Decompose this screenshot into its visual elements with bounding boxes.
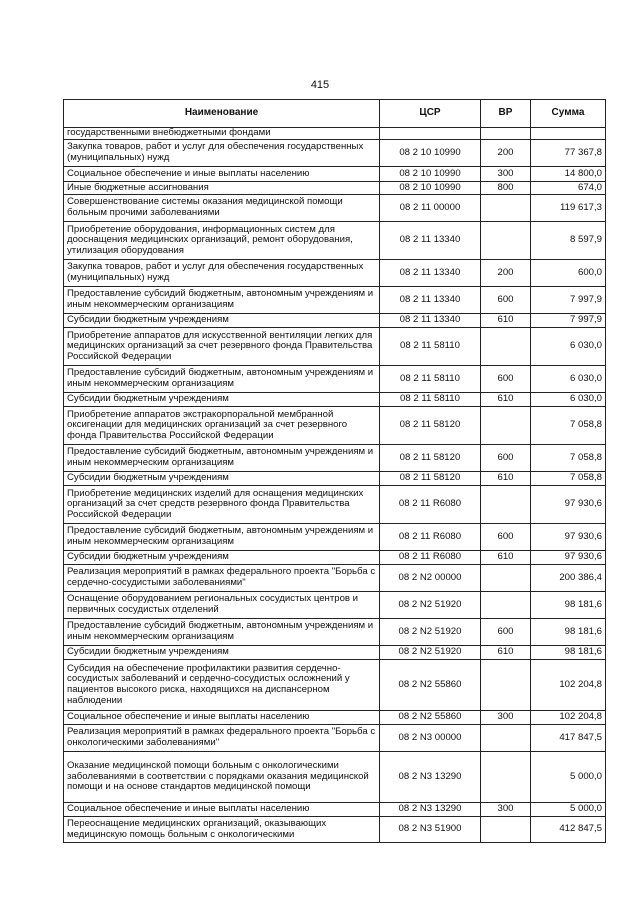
table-row [64,195,606,222]
table-row [64,660,606,711]
cell-vr: 200 [481,260,531,287]
cell-name: Реализация мероприятий в рамках федерального проекта "Борьба с сердечно-сосудистыми заболеваниями" [64,565,380,592]
cell-csr: 08 2 10 10990 [380,167,481,182]
cell-csr: 08 2 11 R6080 [380,524,481,551]
header-name: Наименование [64,100,380,128]
cell-sum: 14 800,0 [531,167,606,182]
table-row [64,486,606,524]
table-row [64,314,606,328]
cell-vr: 610 [481,393,531,407]
table-row [64,711,606,725]
cell-vr [481,195,531,222]
cell-csr: 08 2 11 13340 [380,222,481,260]
cell-vr [481,328,531,366]
cell-sum: 417 847,5 [531,725,606,752]
cell-csr: 08 2 N2 51920 [380,592,481,619]
cell-vr [481,660,531,711]
cell-name: Предоставление субсидий бюджетным, автономным учреждениям и иным некоммерческим организациям [64,524,380,551]
cell-csr: 08 2 11 00000 [380,195,481,222]
cell-name: Субсидии бюджетным учреждениям [64,646,380,660]
cell-sum: 98 181,6 [531,592,606,619]
table-row [64,619,606,646]
cell-csr: 08 2 11 R6080 [380,486,481,524]
cell-vr [481,592,531,619]
table-row [64,140,606,167]
cell-sum: 97 930,6 [531,551,606,565]
table-row [64,472,606,486]
cell-sum: 674,0 [531,182,606,195]
table-row [64,592,606,619]
cell-name: Оснащение оборудованием региональных сосудистых центров и первичных сосудистых отделений [64,592,380,619]
cell-name: Переоснащение медицинских организаций, оказывающих медицинскую помощь больным с онкологическими [64,817,380,843]
table-row [64,407,606,445]
table-row [64,725,606,752]
cell-vr [481,565,531,592]
table-row [64,366,606,393]
cell-sum: 7 058,8 [531,407,606,445]
table-row [64,128,606,140]
header-csr: ЦСР [380,100,481,128]
cell-vr [481,486,531,524]
table-row [64,393,606,407]
cell-sum: 6 030,0 [531,328,606,366]
cell-name: Реализация мероприятий в рамках федерального проекта "Борьба с онкологическими заболеваниями" [64,725,380,752]
table-row [64,167,606,182]
cell-vr: 800 [481,182,531,195]
cell-sum [531,128,606,140]
cell-sum: 6 030,0 [531,366,606,393]
cell-name: Предоставление субсидий бюджетным, автономным учреждениям и иным некоммерческим организациям [64,619,380,646]
cell-csr: 08 2 N2 51920 [380,619,481,646]
cell-name: Приобретение аппаратов экстракорпоральной мембранной оксигенации для медицинских организаций за счет резервного фонда Правительства Российской Федерации [64,407,380,445]
cell-sum: 600,0 [531,260,606,287]
cell-name: Субсидии бюджетным учреждениям [64,314,380,328]
table-header-row [64,100,606,128]
cell-name: Закупка товаров, работ и услуг для обеспечения государственных (муниципальных) нужд [64,140,380,167]
cell-name: Приобретение аппаратов для искусственной вентиляции легких для медицинских организаций за счет резервного фонда Правительства Российской Федерации [64,328,380,366]
cell-csr: 08 2 11 13340 [380,287,481,314]
cell-name: Предоставление субсидий бюджетным, автономным учреждениям и иным некоммерческим организациям [64,445,380,472]
cell-name: Приобретение оборудования, информационных систем для дооснащения медицинских организаций, ремонт оборудования, утилизация оборудования [64,222,380,260]
cell-vr: 300 [481,167,531,182]
cell-name: государственными внебюджетными фондами [64,128,380,140]
cell-vr [481,128,531,140]
cell-name: Предоставление субсидий бюджетным, автономным учреждениям и иным некоммерческим организациям [64,287,380,314]
table-row [64,287,606,314]
cell-csr: 08 2 11 58120 [380,445,481,472]
cell-csr: 08 2 N3 00000 [380,725,481,752]
cell-vr [481,725,531,752]
cell-sum: 6 030,0 [531,393,606,407]
cell-csr: 08 2 10 10990 [380,140,481,167]
budget-table [63,99,606,843]
table-row [64,524,606,551]
cell-name: Оказание медицинской помощи больным с онкологическими заболеваниями в соответствии с порядками оказания медицинской помощи и на основе стандартов медицинской помощи [64,752,380,803]
cell-sum: 7 997,9 [531,287,606,314]
table-row [64,182,606,195]
cell-vr: 610 [481,472,531,486]
cell-sum: 7 997,9 [531,314,606,328]
cell-sum: 8 597,9 [531,222,606,260]
cell-vr: 600 [481,445,531,472]
cell-sum: 102 204,8 [531,660,606,711]
cell-csr: 08 2 11 13340 [380,314,481,328]
cell-sum: 5 000,0 [531,752,606,803]
cell-name: Иные бюджетные ассигнования [64,182,380,195]
cell-vr: 610 [481,551,531,565]
cell-csr: 08 2 11 58110 [380,393,481,407]
cell-csr: 08 2 11 58110 [380,328,481,366]
cell-name: Предоставление субсидий бюджетным, автономным учреждениям и иным некоммерческим организациям [64,366,380,393]
cell-sum: 7 058,8 [531,445,606,472]
table-row [64,565,606,592]
cell-name: Субсидия на обеспечение профилактики развития сердечно-сосудистых заболеваний и сердечно-сосудистых осложнений у пациентов высокого риска, находящихся на диспансерном наблюдении [64,660,380,711]
cell-csr: 08 2 N3 13290 [380,803,481,817]
cell-vr: 610 [481,646,531,660]
cell-sum: 77 367,8 [531,140,606,167]
cell-csr: 08 2 11 58120 [380,407,481,445]
cell-csr: 08 2 10 10990 [380,182,481,195]
cell-vr: 600 [481,287,531,314]
table-row [64,817,606,843]
table-body [64,128,606,843]
cell-csr [380,128,481,140]
table-row [64,260,606,287]
cell-csr: 08 2 N3 13290 [380,752,481,803]
cell-name: Социальное обеспечение и иные выплаты населению [64,803,380,817]
cell-name: Закупка товаров, работ и услуг для обеспечения государственных (муниципальных) нужд [64,260,380,287]
cell-sum: 97 930,6 [531,524,606,551]
header-sum: Сумма [531,100,606,128]
cell-vr: 600 [481,619,531,646]
cell-sum: 102 204,8 [531,711,606,725]
cell-csr: 08 2 N2 55860 [380,711,481,725]
cell-sum: 412 847,5 [531,817,606,843]
cell-vr [481,407,531,445]
cell-vr: 300 [481,803,531,817]
cell-vr: 200 [481,140,531,167]
cell-csr: 08 2 11 R6080 [380,551,481,565]
cell-csr: 08 2 N2 51920 [380,646,481,660]
cell-sum: 119 617,3 [531,195,606,222]
cell-sum: 98 181,6 [531,619,606,646]
cell-sum: 97 930,6 [531,486,606,524]
cell-name: Субсидии бюджетным учреждениям [64,393,380,407]
cell-vr: 600 [481,366,531,393]
table-row [64,445,606,472]
cell-vr [481,817,531,843]
cell-csr: 08 2 N3 51900 [380,817,481,843]
cell-vr [481,752,531,803]
cell-name: Совершенствование системы оказания медицинской помощи больным прочими заболеваниями [64,195,380,222]
table-row [64,646,606,660]
cell-name: Социальное обеспечение и иные выплаты населению [64,167,380,182]
cell-csr: 08 2 11 13340 [380,260,481,287]
cell-name: Приобретение медицинских изделий для оснащения медицинских организаций за счет средств резервного фонда Правительства Российской Федерации [64,486,380,524]
cell-name: Субсидии бюджетным учреждениям [64,551,380,565]
cell-csr: 08 2 11 58110 [380,366,481,393]
cell-sum: 98 181,6 [531,646,606,660]
cell-csr: 08 2 11 58120 [380,472,481,486]
cell-csr: 08 2 N2 55860 [380,660,481,711]
cell-csr: 08 2 N2 00000 [380,565,481,592]
cell-name: Социальное обеспечение и иные выплаты населению [64,711,380,725]
cell-vr [481,222,531,260]
cell-sum: 5 000,0 [531,803,606,817]
table-row [64,551,606,565]
table-row [64,752,606,803]
cell-sum: 200 386,4 [531,565,606,592]
cell-vr: 610 [481,314,531,328]
table-row [64,328,606,366]
table-row [64,222,606,260]
page-number: 415 [310,79,330,91]
cell-vr: 300 [481,711,531,725]
cell-sum: 7 058,8 [531,472,606,486]
cell-name: Субсидии бюджетным учреждениям [64,472,380,486]
cell-vr: 600 [481,524,531,551]
header-vr: ВР [481,100,531,128]
table-row [64,803,606,817]
